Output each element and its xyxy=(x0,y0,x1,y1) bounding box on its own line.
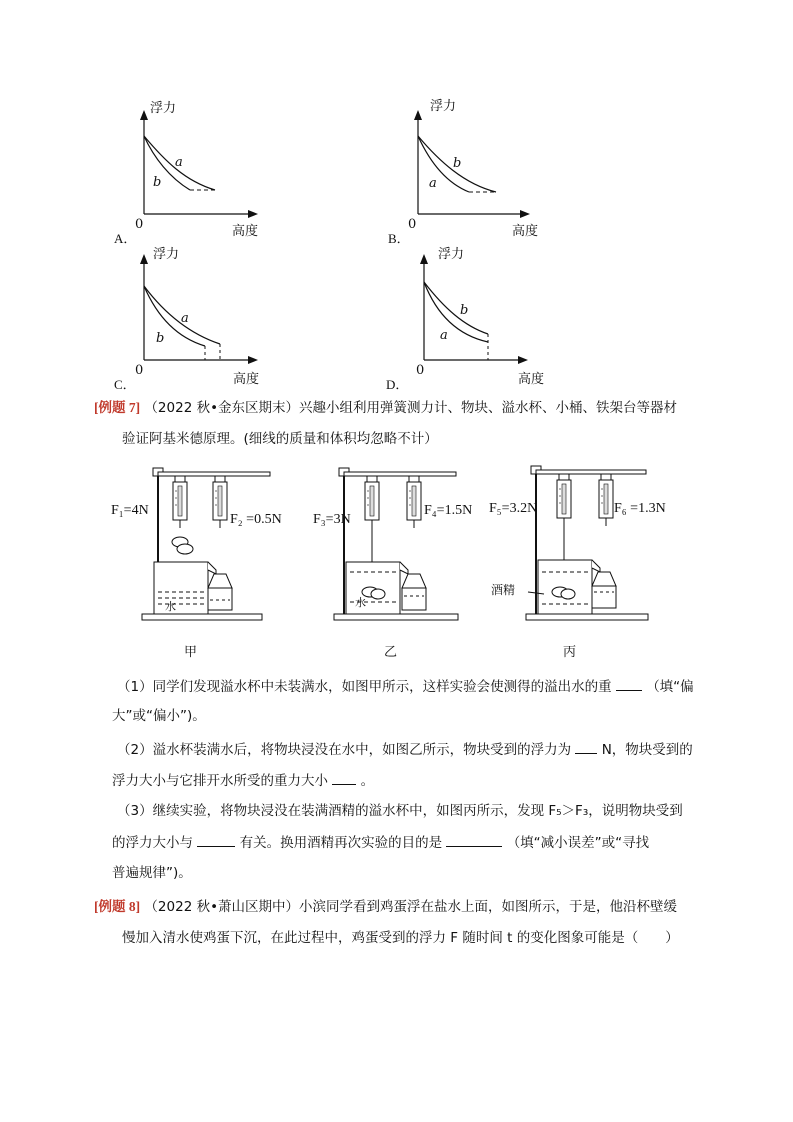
question1-line2: 大”或“偏小”)。 xyxy=(112,708,206,724)
alcohol-label: 酒精 xyxy=(491,583,516,597)
origin-label: 0 xyxy=(135,363,144,378)
example7-line2: 验证阿基米德原理。(细线的质量和体积均忽略不计） xyxy=(122,431,438,447)
origin-label: 0 xyxy=(408,217,417,232)
apparatus-figures xyxy=(108,462,708,632)
y-axis-label: 浮力 xyxy=(430,99,457,114)
caption-bing: 丙 xyxy=(563,645,577,660)
curve-bottom-label: b xyxy=(153,175,162,190)
example8-intro: （2022 秋•萧山区期中）小滨同学看到鸡蛋浮在盐水上面，如图所示，于是，他沿杯壁缓 xyxy=(144,899,678,915)
x-axis-label: 高度 xyxy=(518,372,545,387)
y-axis-label: 浮力 xyxy=(153,247,180,262)
f2-label: F₂ =0.5N xyxy=(230,512,282,527)
answer-blank-4[interactable] xyxy=(197,832,235,847)
graph-option-c xyxy=(120,242,270,392)
example8-line1 xyxy=(94,897,677,917)
question2-line1: （2）溢水杯装满水后，将物块浸没在水中，如图乙所示，物块受到的浮力为 N，物块受到的 xyxy=(117,739,693,760)
curve-top-label: b xyxy=(453,156,462,171)
origin-label: 0 xyxy=(416,363,425,378)
f6-label: F₆ =1.3N xyxy=(614,501,666,516)
example7-tag: [例题 7] xyxy=(94,400,141,415)
example8-line2: 慢加入清水使鸡蛋下沉，在此过程中，鸡蛋受到的浮力 F 随时间 t 的变化图象可能是（ ） xyxy=(122,930,679,946)
curve-top xyxy=(424,282,488,334)
figure-bing xyxy=(526,466,648,620)
curve-top-label: a xyxy=(181,311,189,326)
x-axis-label: 高度 xyxy=(232,224,259,239)
figure-yi xyxy=(334,468,458,620)
f1-label: F₁=4N xyxy=(111,503,149,518)
water-label-yi: 水 xyxy=(355,596,366,609)
y-axis-label: 浮力 xyxy=(150,101,177,116)
answer-blank-5[interactable] xyxy=(446,832,502,847)
question3-line2: 的浮力大小与 有关。换用酒精再次实验的目的是 （填“减小误差”或“寻找 xyxy=(112,832,649,853)
example7-intro: （2022 秋•金东区期末）兴趣小组利用弹簧测力计、物块、溢水杯、小桶、铁架台等器材 xyxy=(144,400,678,416)
water-label-jia: 水 xyxy=(165,600,176,613)
caption-jia: 甲 xyxy=(184,645,198,660)
option-c-letter: C． xyxy=(114,377,136,392)
origin-label: 0 xyxy=(135,217,144,232)
example8-tag: [例题 8] xyxy=(94,899,141,914)
f4-label: F₄=1.5N xyxy=(424,503,473,518)
curve-bottom-label: a xyxy=(440,328,448,343)
x-axis-label: 高度 xyxy=(512,224,539,239)
answer-blank-1[interactable] xyxy=(616,676,642,691)
question2-line2: 浮力大小与它排开水所受的重力大小 。 xyxy=(112,770,374,791)
answer-blank-2[interactable] xyxy=(575,739,597,754)
figure-jia xyxy=(142,468,270,620)
curve-top-label: b xyxy=(460,303,469,318)
caption-yi: 乙 xyxy=(384,645,398,660)
x-axis-label: 高度 xyxy=(233,372,260,387)
graph-option-d xyxy=(404,242,554,392)
curve-top-label: a xyxy=(175,155,183,170)
f3-label: F₃=3N xyxy=(313,512,351,527)
example7-line1 xyxy=(94,398,677,418)
curve-bottom xyxy=(424,282,488,342)
option-a-letter: A． xyxy=(114,231,137,246)
question3-line1: （3）继续实验，将物块浸没在装满酒精的溢水杯中，如图丙所示，发现 F₅＞F₃，说明物块受到 xyxy=(117,803,683,819)
question1-line1: （1）同学们发现溢水杯中未装满水，如图甲所示，这样实验会使测得的溢出水的重 （填“偏 xyxy=(117,676,694,697)
option-d-letter: D． xyxy=(386,377,409,392)
graph-option-b xyxy=(394,96,544,239)
y-axis-label: 浮力 xyxy=(438,247,465,262)
curve-bottom-label: b xyxy=(156,331,165,346)
curve-bottom-label: a xyxy=(429,176,437,191)
option-b-letter: B． xyxy=(388,231,410,246)
f5-label: F₅=3.2N xyxy=(489,501,538,516)
curve-bottom xyxy=(144,286,205,346)
question3-line3: 普遍规律”)。 xyxy=(112,865,192,881)
answer-blank-3[interactable] xyxy=(332,770,356,785)
graph-option-a xyxy=(120,96,270,239)
